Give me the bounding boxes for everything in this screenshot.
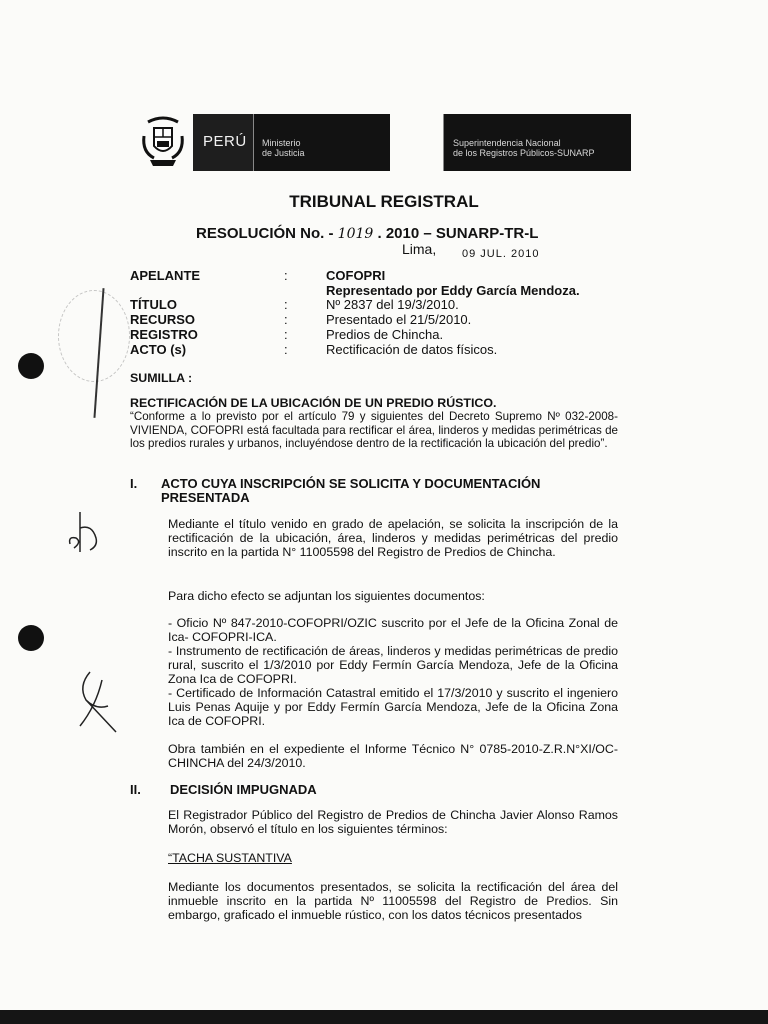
section-1-number: I. — [130, 476, 138, 491]
peru-wordmark: PERÚ — [203, 133, 247, 150]
sumilla-heading: RECTIFICACIÓN DE LA UBICACIÓN DE UN PREDIO RÚSTICO. — [130, 396, 497, 410]
sumilla-text: “Conforme a lo previsto por el artículo 79 y siguientes del Decreto Supremo Nº 032-2008-VIVIENDA, COFOPRI está facultada para rectificar el área, linderos y medidas perimétricas de los predios rurales y urbanos, incluyéndose dentro de la rectificación la ubicación del predio”. — [130, 410, 618, 451]
handwritten-signature — [72, 666, 122, 736]
sunarp-label: Superintendencia Nacional de los Registros Públicos-SUNARP — [453, 138, 595, 158]
section-1-para-2: Para dicho efecto se adjuntan los siguientes documentos: — [168, 589, 485, 603]
peru-block — [193, 114, 390, 171]
official-stamp — [58, 290, 130, 382]
punch-hole — [18, 353, 44, 379]
sunarp-block — [443, 114, 631, 171]
section-1-item-1: - Oficio Nº 847-2010-COFOPRI/OZIC suscrito por el Jefe de la Oficina Zonal de Ica- COFOPRI-ICA. — [168, 616, 618, 645]
handwritten-number: 1019 — [337, 226, 374, 242]
section-2-title: DECISIÓN IMPUGNADA — [170, 782, 317, 797]
ministerio-label: Ministerio de Justicia — [262, 138, 305, 158]
place-label: Lima, — [402, 241, 437, 257]
date-stamp: 09 JUL. 2010 — [462, 248, 540, 260]
resolution-number: RESOLUCIÓN No. - 1019 . 2010 – SUNARP-TR-L — [196, 225, 539, 242]
section-1-item-2: - Instrumento de rectificación de áreas, linderos y medidas perimétricas de predio rural, suscrito el 1/3/2010 por Eddy Fermín García Mendoza, Jefe de la Oficina Zona Ica de COFOPRI. — [168, 644, 618, 687]
peru-flag-block — [193, 114, 254, 171]
section-1-item-3: - Certificado de Información Catastral emitido el 17/3/2010 y suscrito el ingeniero Luis Penas Aquije y por Eddy Fermín García Mendoza, Jefe de la Oficina Zona Ica de COFOPRI. — [168, 686, 618, 729]
punch-hole — [18, 625, 44, 651]
scan-edge — [0, 1010, 768, 1024]
section-1-para-1: Mediante el título venido en grado de apelación, se solicita la inscripción de la rectificación de la ubicación, área, linderos y medidas perimétricas del predio inscrito en la partida N° 11005598 del Registro de Predios de Chincha. — [168, 517, 618, 560]
sumilla-label: SUMILLA : — [130, 371, 193, 385]
section-1-title: ACTO CUYA INSCRIPCIÓN SE SOLICITA Y DOCUMENTACIÓN PRESENTADA — [161, 476, 541, 505]
coat-of-arms-icon — [140, 116, 186, 168]
handwritten-initials — [66, 508, 102, 554]
section-2-number: II. — [130, 782, 141, 797]
section-1-para-3: Obra también en el expediente el Informe Técnico N° 0785-2010-Z.R.N°XI/OC-CHINCHA del 24/3/2010. — [168, 742, 618, 771]
document-title: TRIBUNAL REGISTRAL — [289, 192, 479, 211]
section-2-para-1: El Registrador Público del Registro de Predios de Chincha Javier Alonso Ramos Morón, observó el título en los siguientes términos: — [168, 808, 618, 837]
tacha-heading: “TACHA SUSTANTIVA — [168, 851, 292, 865]
header-banner — [136, 114, 630, 171]
section-2-para-2: Mediante los documentos presentados, se solicita la rectificación del área del inmueble inscrito en la partida Nº 11005598 del Registro de Predios. Sin embargo, graficado el inmueble rústico, con los datos técnicos presentados — [168, 880, 618, 923]
